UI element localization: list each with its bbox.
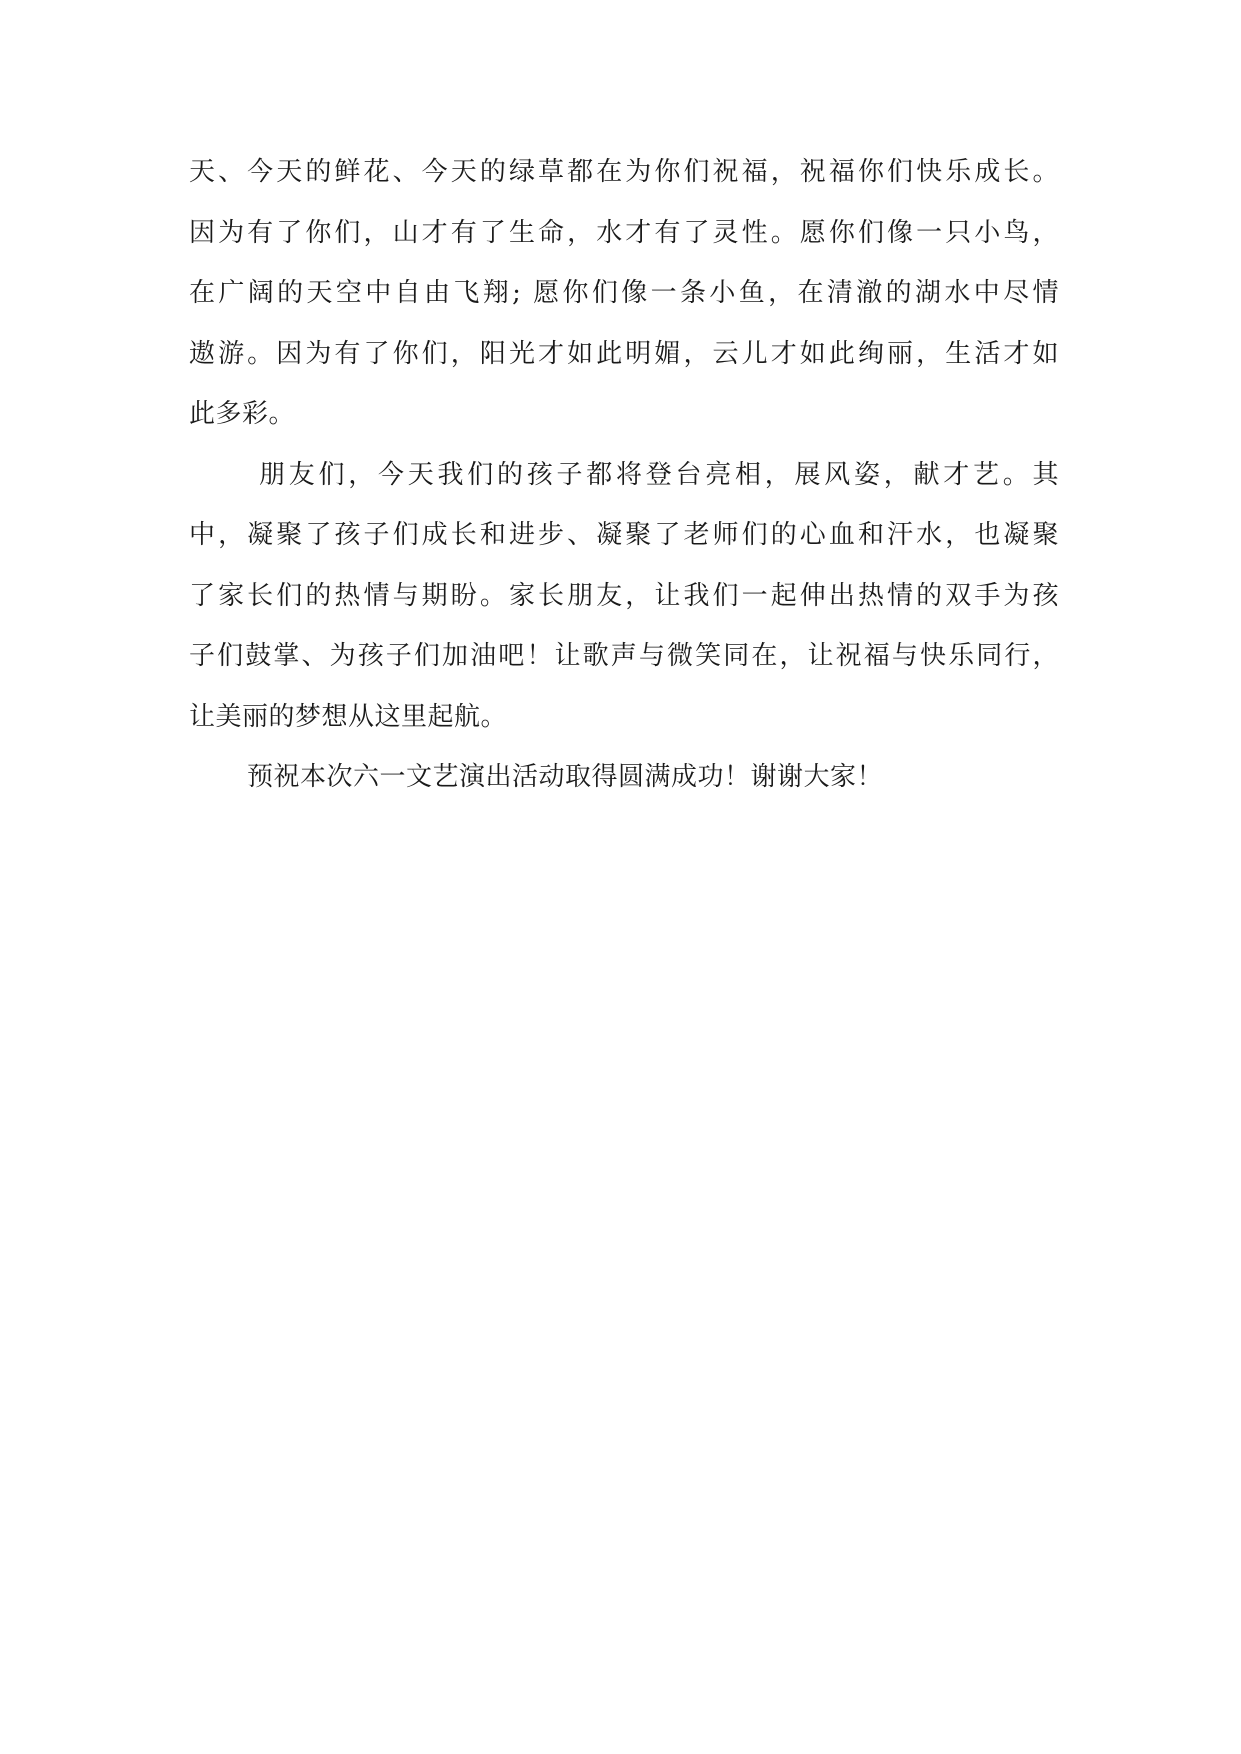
paragraph-line: 中，凝聚了孩子们成长和进步、凝聚了老师们的心血和汗水，也凝聚 xyxy=(189,520,1059,550)
paragraph-line: 预祝本次六一文艺演出活动取得圆满成功！谢谢大家！ xyxy=(247,762,884,792)
document-body xyxy=(189,153,1059,819)
paragraph-line: 子们鼓掌、为孩子们加油吧！让歌声与微笑同在，让祝福与快乐同行， xyxy=(189,641,1059,671)
paragraph-line: 天、今天的鲜花、今天的绿草都在为你们祝福，祝福你们快乐成长。 xyxy=(189,157,1059,187)
paragraph-1 xyxy=(189,153,1059,433)
paragraph-2 xyxy=(189,456,1059,736)
paragraph-line: 因为有了你们，山才有了生命，水才有了灵性。愿你们像一只小鸟， xyxy=(189,217,1059,248)
paragraph-line: 在广阔的天空中自由飞翔; 愿你们像一条小鱼，在清澈的湖水中尽情 xyxy=(189,278,1059,308)
paragraph-3 xyxy=(189,758,1059,796)
paragraph-line: 让美丽的梦想从这里起航。 xyxy=(189,701,508,732)
paragraph-line: 此多彩。 xyxy=(189,399,296,429)
paragraph-line: 朋友们，今天我们的孩子都将登台亮相，展风姿，献才艺。其 xyxy=(259,459,1059,490)
paragraph-line: 了家长们的热情与期盼。家长朋友，让我们一起伸出热情的双手为孩 xyxy=(189,580,1059,611)
paragraph-line: 遨游。因为有了你们，阳光才如此明媚，云儿才如此绚丽，生活才如 xyxy=(189,338,1059,369)
